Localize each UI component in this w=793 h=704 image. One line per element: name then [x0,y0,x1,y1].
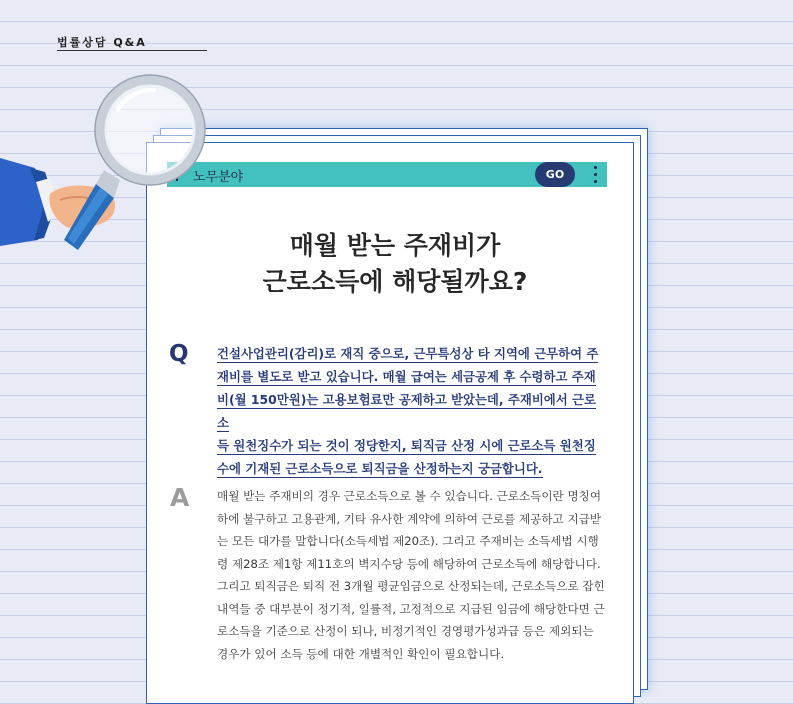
title-line-1: 매월 받는 주재비가 [289,231,501,260]
category-title: 노무분야 [193,170,244,185]
question-text [217,342,607,480]
title-line-2: 근로소득에 해당될까요? [262,267,528,296]
go-button[interactable]: GO [535,162,575,187]
section-label: 법률상담 Q&A [57,36,147,49]
question-line: 수에 기재된 근로소득으로 퇴직금을 산정하는지 궁금합니다. [217,461,543,476]
question-line: 재비를 별도로 받고 있습니다. 매월 급여는 세금공제 후 수령하고 주재 [217,369,596,384]
question-line: 건설사업관리(감리)로 재직 중으로, 근무특성상 타 지역에 근무하여 주 [217,346,599,361]
answer-marker: A [170,483,190,512]
answer-text: 매월 받는 주재비의 경우 근로소득으로 볼 수 있습니다. 근로소득이란 명칭여하에 불구하고 고용관계, 기타 유사한 계약에 의하여 근로를 제공하고 지급받는 모든 대가를 말합니다(소득세법 제20조). 그리고 주재비는 소득세법 시행령 제28조 제1항 제11호의 벽지수당 등에 해당하여 근로소득에 해당합니다. 그리고 퇴직금은 퇴직 전 3개월 평균임금으로 산정되는데, 근로소득으로 잡힌 내역들 중 대부분이 정기적, 일률적, 고정적으로 지급된 임금에 해당한다면 근로소득을 기준으로 산정이 되나, 비정기적인 경영평가성과급 등은 제외되는 경우가 있어 소득 등에 대한 개별적인 확인이 필요합니다. [217,489,605,660]
question-line: 비(월 150만원)는 고용보험료만 공제하고 받았는데, 주재비에서 근로소 [217,392,596,430]
article-title [200,228,590,300]
magnifying-glass-icon [0,70,220,260]
question-line: 득 원천징수가 되는 것이 정당한지, 퇴직금 산정 시에 근로소득 원천징 [217,438,596,453]
category-bar [167,162,607,187]
section-underline [57,50,207,51]
more-vertical-icon[interactable] [594,166,598,184]
question-marker: Q [169,341,189,367]
